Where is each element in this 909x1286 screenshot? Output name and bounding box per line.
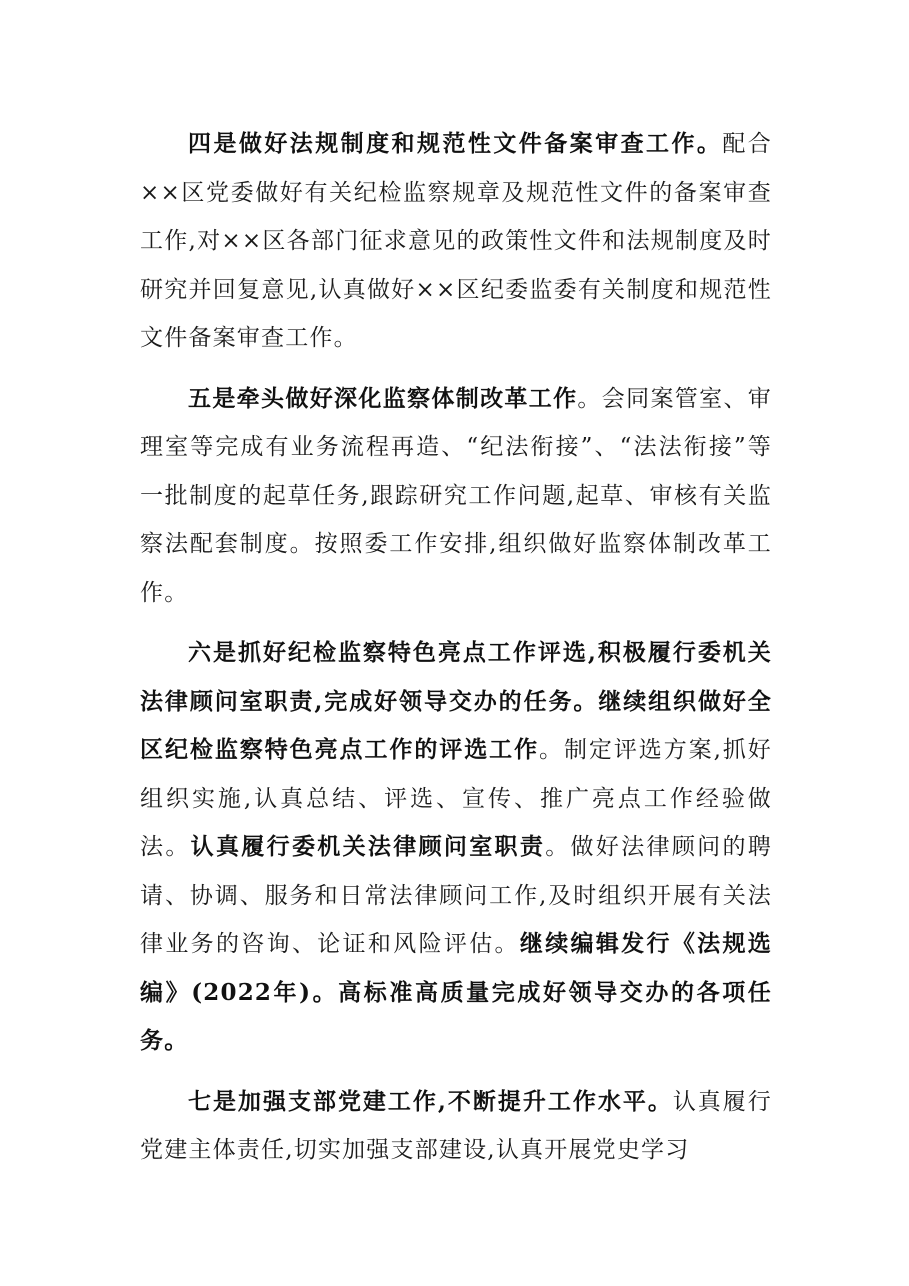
paragraph-7-body: 认真履行党建主体责任,切实加强支部建设,认真开展党史学习: [140, 1088, 772, 1163]
paragraph-6-heading: 六是抓好纪检监察特色亮点工作评选,积极履行委机关法律顾问室职责,完成好领导交办的任务。继续组织做好全区纪检监察特色亮点工作的评选工作: [140, 639, 772, 763]
paragraph-6-body-1: 。制定评选方案,抓好组织实施,认真总结、评选、宣传、推广亮点工作经验做法。: [140, 737, 772, 860]
paragraph-6-body-2: 。做好法律顾问的聘请、协调、服务和日常法律顾问工作,及时组织开展有关法律业务的咨询、论证和风险评估。: [140, 834, 772, 957]
document-body: [140, 120, 772, 1175]
paragraph-4: [140, 120, 772, 363]
paragraph-5-body: 。会同案管室、审理室等完成有业务流程再造、“纪法衔接”、“法法衔接”等一批制度的起草任务,跟踪研究工作问题,起草、审核有关监察法配套制度。按照委工作安排,组织做好监察体制改革工作。: [140, 385, 772, 606]
paragraph-5-heading: 五是牵头做好深化监察体制改革工作: [188, 384, 578, 412]
paragraph-6-subheading-2: 继续编辑发行《法规选编》(2022年)。高标准高质量完成好领导交办的各项任务。: [140, 930, 772, 1054]
paragraph-7-heading: 七是加强支部党建工作,不断提升工作水平。: [188, 1087, 673, 1115]
paragraph-6: [140, 629, 772, 1066]
paragraph-4-heading: 四是做好法规制度和规范性文件备案审查工作。: [188, 130, 723, 157]
paragraph-4-body: 配合××区党委做好有关纪检监察规章及规范性文件的备案审查工作,对××区各部门征求意见的政策性文件和法规制度及时研究并回复意见,认真做好××区纪委监委有关制度和规范性文件备案审查工作。: [140, 131, 773, 351]
paragraph-6-subheading-1: 认真履行委机关法律顾问室职责: [190, 833, 546, 860]
paragraph-7: [140, 1078, 772, 1175]
paragraph-5: [140, 375, 772, 618]
